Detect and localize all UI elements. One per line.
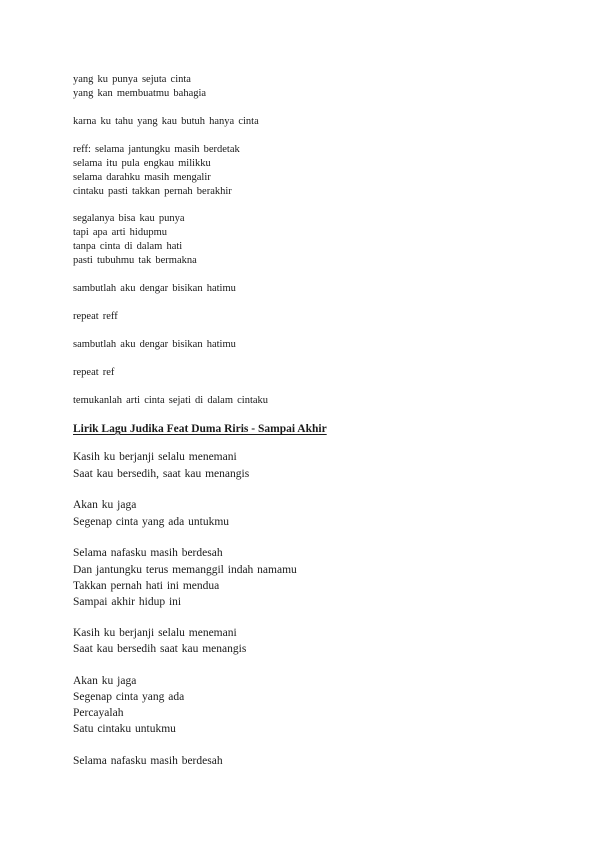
lyric-line: Segenap cinta yang ada untukmu (73, 516, 230, 528)
lyric-line: selama darahku masih mengalir (73, 172, 211, 183)
lyric-line: Segenap cinta yang ada (73, 691, 185, 703)
lyric-line: karna ku tahu yang kau butuh hanya cinta (73, 116, 259, 127)
lyric-line: sambutlah aku dengar bisikan hatimu (73, 339, 236, 350)
lyric-line: reff: selama jantungku masih berdetak (73, 144, 240, 155)
lyric-line: repeat reff (73, 311, 118, 322)
lyric-line: Kasih ku berjanji selalu menemani (73, 451, 237, 463)
lyric-line: Akan ku jaga (73, 499, 137, 511)
lyric-line: yang kan membuatmu bahagia (73, 88, 207, 99)
lyric-line: Satu cintaku untukmu (73, 723, 176, 735)
lyric-line: Sampai akhir hidup ini (73, 596, 182, 608)
lyric-line: Takkan pernah hati ini mendua (73, 580, 220, 592)
lyric-line: cintaku pasti takkan pernah berakhir (73, 186, 232, 197)
lyric-line: Saat kau bersedih, saat kau menangis (73, 468, 250, 480)
lyric-line: Akan ku jaga (73, 675, 137, 687)
lyric-line: Saat kau bersedih saat kau menangis (73, 643, 247, 655)
lyric-line: Selama nafasku masih berdesah (73, 755, 223, 767)
lyric-line: pasti tubuhmu tak bermakna (73, 255, 197, 266)
lyric-line: repeat ref (73, 367, 115, 378)
lyric-line: Kasih ku berjanji selalu menemani (73, 627, 237, 639)
lyric-line: yang ku punya sejuta cinta (73, 74, 191, 85)
lyric-line: Selama nafasku masih berdesah (73, 547, 223, 559)
lyric-line: Percayalah (73, 707, 124, 719)
song-title-heading: Lirik Lagu Judika Feat Duma Riris - Sampai Akhir (73, 423, 327, 435)
lyric-line: sambutlah aku dengar bisikan hatimu (73, 283, 236, 294)
lyric-line: segalanya bisa kau punya (73, 213, 185, 224)
lyric-line: tanpa cinta di dalam hati (73, 241, 183, 252)
lyric-line: temukanlah arti cinta sejati di dalam cintaku (73, 395, 269, 406)
lyric-line: Dan jantungku terus memanggil indah namamu (73, 564, 297, 576)
lyric-line: tapi apa arti hidupmu (73, 227, 168, 238)
lyric-line: selama itu pula engkau milikku (73, 158, 211, 169)
